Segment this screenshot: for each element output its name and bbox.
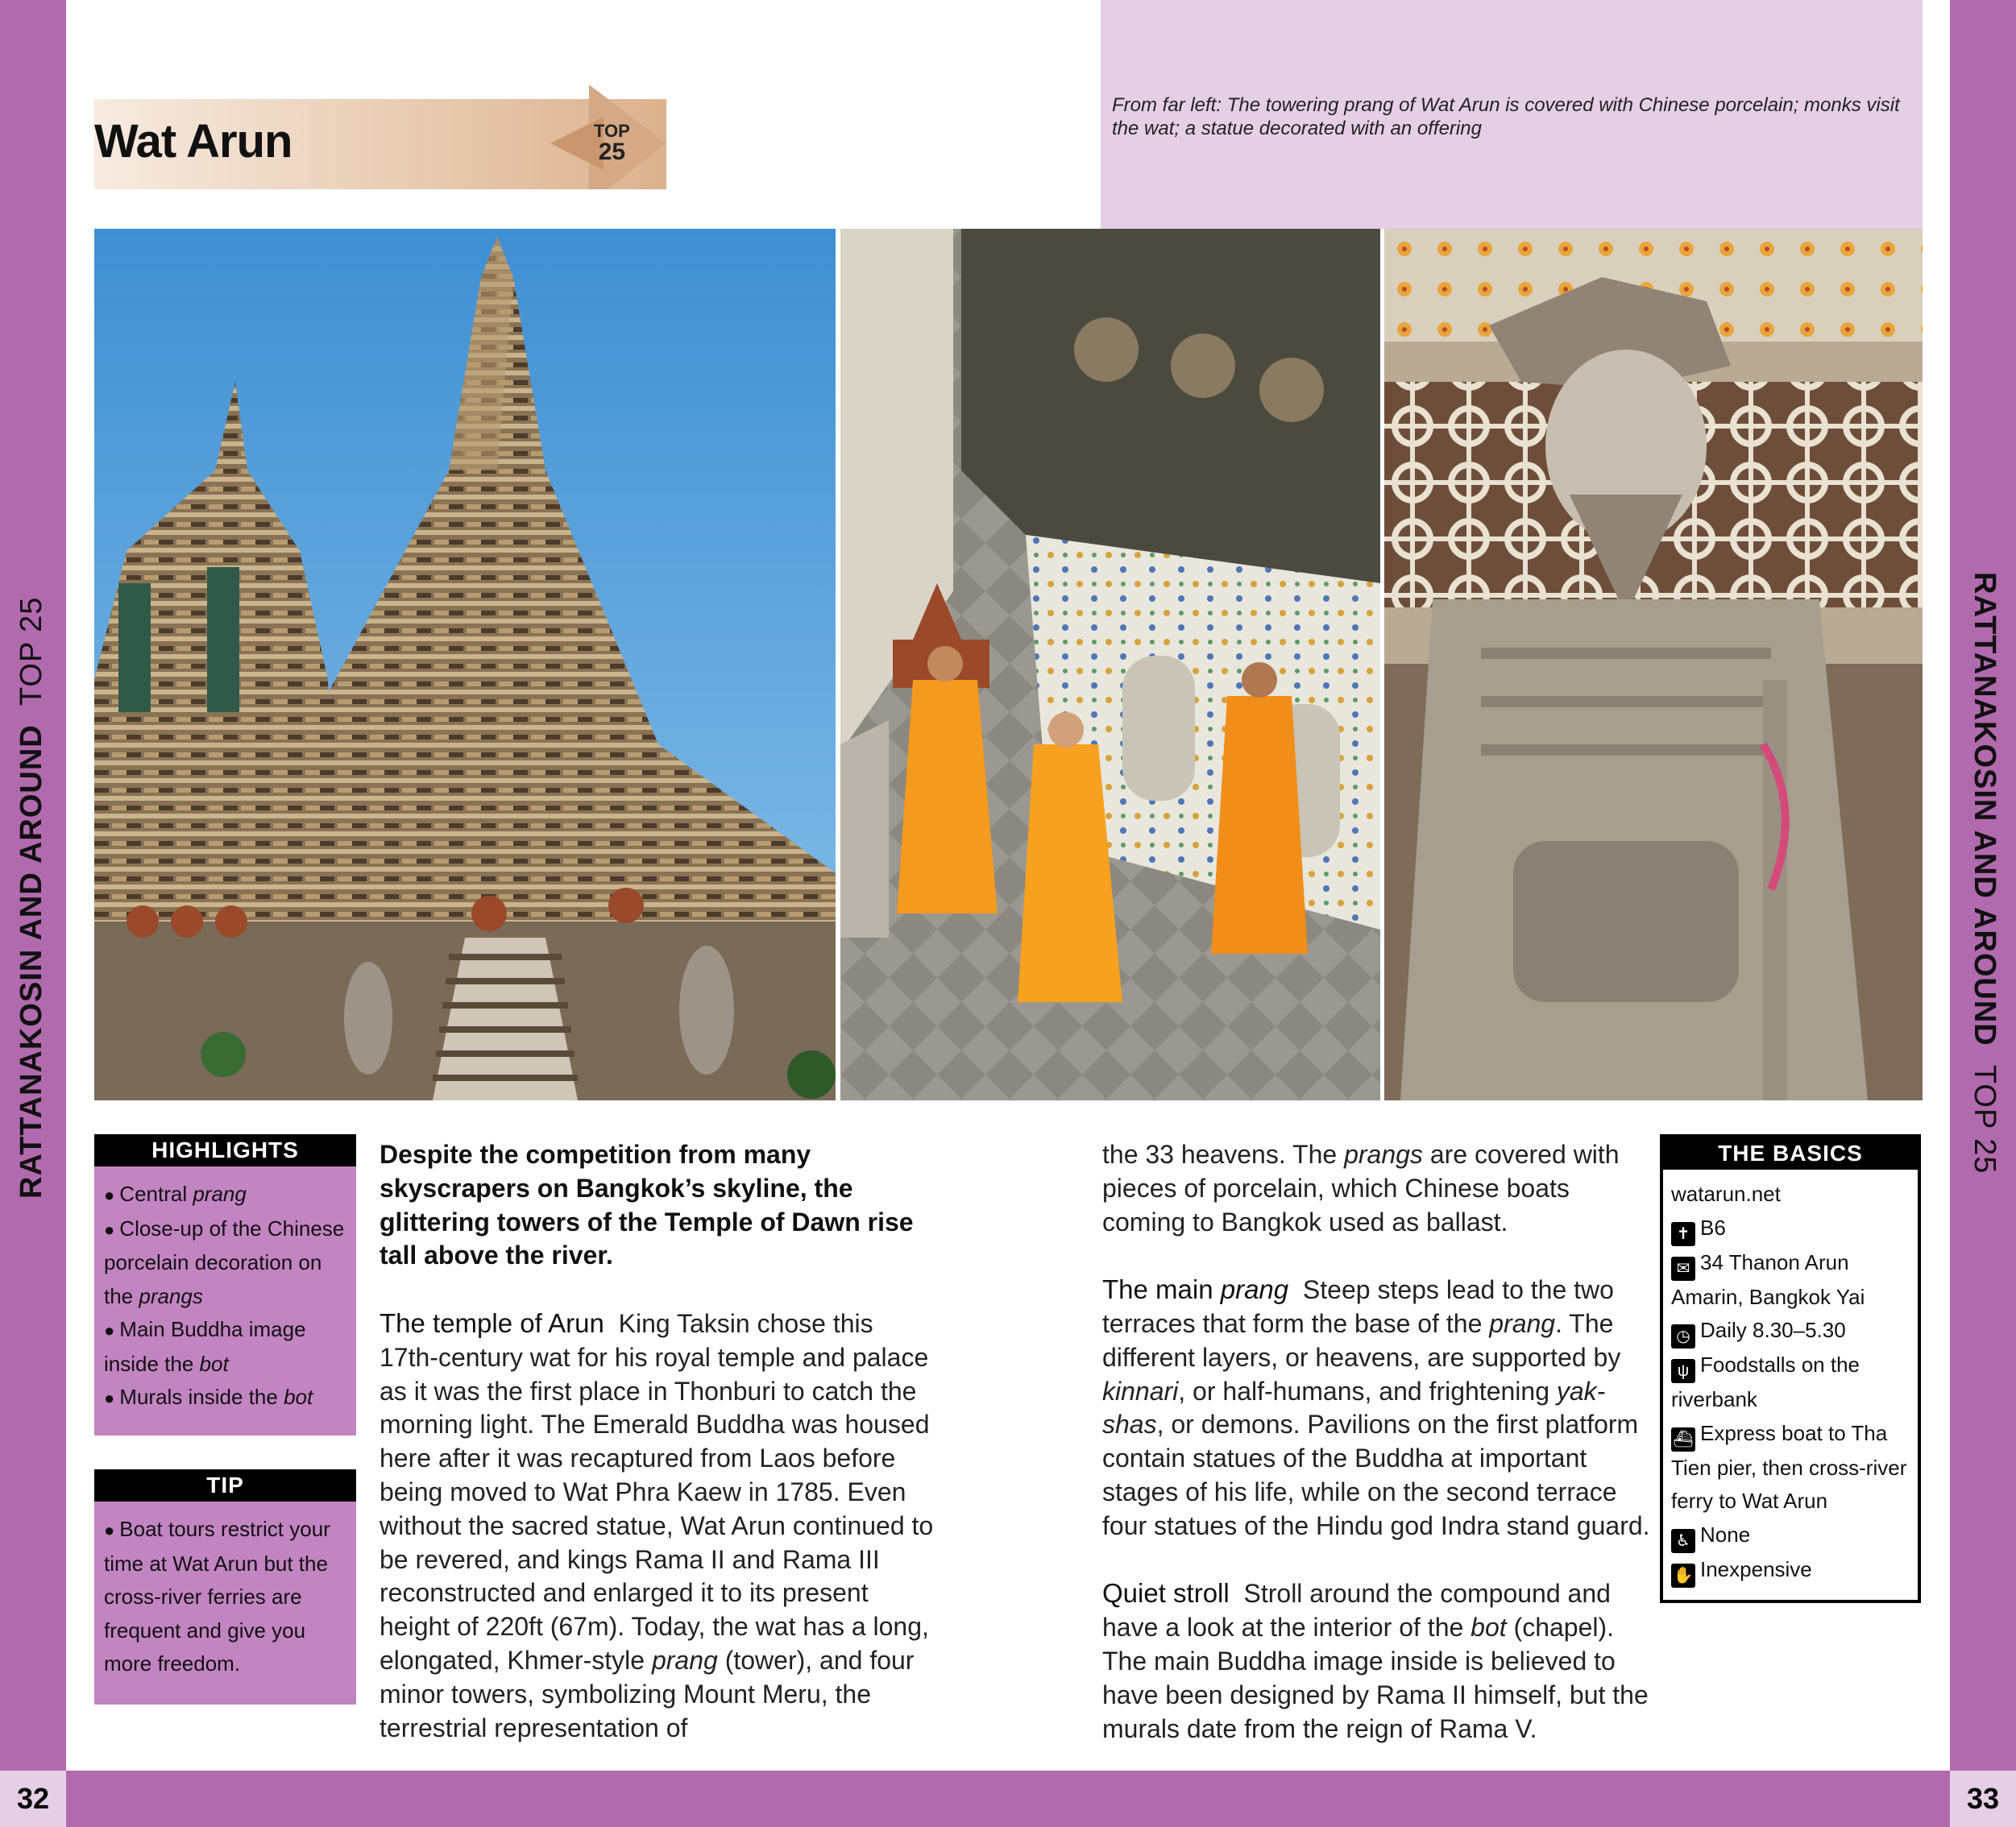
footer-band xyxy=(0,1771,2016,1827)
transport-info: ⛴ Express boat to Tha Tien pier, then cross-river ferry to Wat Arun xyxy=(1671,1420,1907,1513)
food-info: ψ Foodstalls on the riverbank xyxy=(1671,1353,1860,1411)
tip-heading: TIP xyxy=(94,1469,356,1502)
badge-line1: TOP xyxy=(594,121,630,141)
website-link[interactable]: watarun.net xyxy=(1671,1182,1781,1206)
article-column-1 xyxy=(380,1138,935,1745)
section-name: RATTANAKOSIN AND AROUND xyxy=(15,724,48,1199)
highlight-item: ● Close-up of the Chinese porcelain decoration on the prangs xyxy=(104,1212,346,1314)
highlights-box xyxy=(94,1166,356,1436)
address: ✉ 34 Thanon Arun Amarin, Bangkok Yai xyxy=(1671,1249,1865,1309)
section-tag: TOP 25 xyxy=(15,596,48,706)
title-banner xyxy=(94,85,666,189)
cost-icon: ✋ xyxy=(1671,1564,1695,1588)
section-name: RATTANAKOSIN AND AROUND xyxy=(1968,572,2001,1046)
clock-icon: ◷ xyxy=(1671,1324,1695,1348)
subheading: Quiet stroll xyxy=(1102,1578,1230,1609)
photo-statue xyxy=(1384,229,1923,1100)
section-label-left xyxy=(15,597,49,1199)
photo-monks xyxy=(840,229,1380,1100)
food-icon: ψ xyxy=(1671,1359,1695,1383)
tip-box xyxy=(94,1502,356,1705)
basics-heading: THE BASICS xyxy=(1663,1137,1918,1170)
map-ref: ✝ B6 xyxy=(1671,1212,1910,1246)
tip-text: ● Boat tours restrict your time at Wat Arun but the cross-river ferries are frequent and give you more freedom. xyxy=(104,1513,346,1681)
boat-icon: ⛴ xyxy=(1671,1427,1695,1452)
page-number-left: 32 xyxy=(0,1771,66,1827)
body-paragraph: The temple of Arun King Taksin chose this 17th-century wat for his royal temple and palace as it was the first place in Thonburi to catch the morning light. The Emerald Buddha was housed here after it was recaptured from Laos before being moved to Wat Phra Kaew in 1785. Even without the sacred statue, Wat Arun continued to be revered, and kings Rama II and Rama III reconstructed and enlarged it to its present height of 220ft (67m). Today, the wat has a long, elongated, Khmer-style prang (tower), and four minor towers, symbolizing Mount Meru, the terrestrial representation of xyxy=(380,1307,934,1742)
subheading: The temple of Arun xyxy=(380,1307,604,1338)
opening-hours: ◷ Daily 8.30–5.30 xyxy=(1671,1314,1910,1348)
map-icon: ✝ xyxy=(1671,1222,1695,1246)
highlight-item: ● Murals inside the bot xyxy=(104,1381,346,1415)
highlights-heading: HIGHLIGHTS xyxy=(94,1134,356,1166)
body-paragraph: the 33 heavens. The prangs are covered with pieces of porcelain, which Chinese boats coming to Bangkok used as ballast. xyxy=(1102,1140,1620,1237)
section-label-right xyxy=(1967,572,2001,1174)
address-icon: ✉ xyxy=(1671,1257,1695,1281)
body-paragraph: Quiet stroll Stroll around the compound and have a look at the interior of the bot (chapel). The main Buddha image inside is believed to have been designed by Rama II himself, but the murals date from the reign of Rama V. xyxy=(1102,1578,1649,1743)
badge-line2: 25 xyxy=(598,139,626,165)
page-title: Wat Arun xyxy=(94,115,292,168)
highlight-item: ● Central prang xyxy=(104,1178,346,1212)
photo-caption: From far left: The towering prang of Wat Arun is covered with Chinese porcelain; monks visit the wat; a statue decorated with an offering xyxy=(1112,94,1900,139)
photo-prang xyxy=(94,229,836,1100)
body-paragraph: The main prang Steep steps lead to the two terraces that form the base of the prang. The different layers, or heavens, are supported by kinnari, or half-humans, and frightening yak-shas, or demons. Pavilions on the first platform contain statues of the Buddha at important stages of his life, while on the second terrace four statues of the Hindu god Indra stand guard. xyxy=(1102,1274,1650,1540)
section-tag: TOP 25 xyxy=(1968,1064,2001,1174)
highlight-item: ● Main Buddha image inside the bot xyxy=(104,1313,346,1381)
accessibility-info: ♿ None xyxy=(1671,1518,1910,1553)
intro-paragraph: Despite the competition from many skyscrapers on Bangkok’s skyline, the glittering towers of the Temple of Dawn rise tall above the river. xyxy=(380,1140,914,1270)
page-number-right: 33 xyxy=(1950,1771,2016,1827)
basics-box xyxy=(1660,1134,1921,1603)
subheading: The main prang xyxy=(1102,1274,1289,1305)
top25-badge xyxy=(594,121,630,163)
wheelchair-icon: ♿ xyxy=(1671,1529,1695,1553)
cost-info: ✋ Inexpensive xyxy=(1671,1553,1910,1588)
article-column-2 xyxy=(1102,1138,1650,1746)
